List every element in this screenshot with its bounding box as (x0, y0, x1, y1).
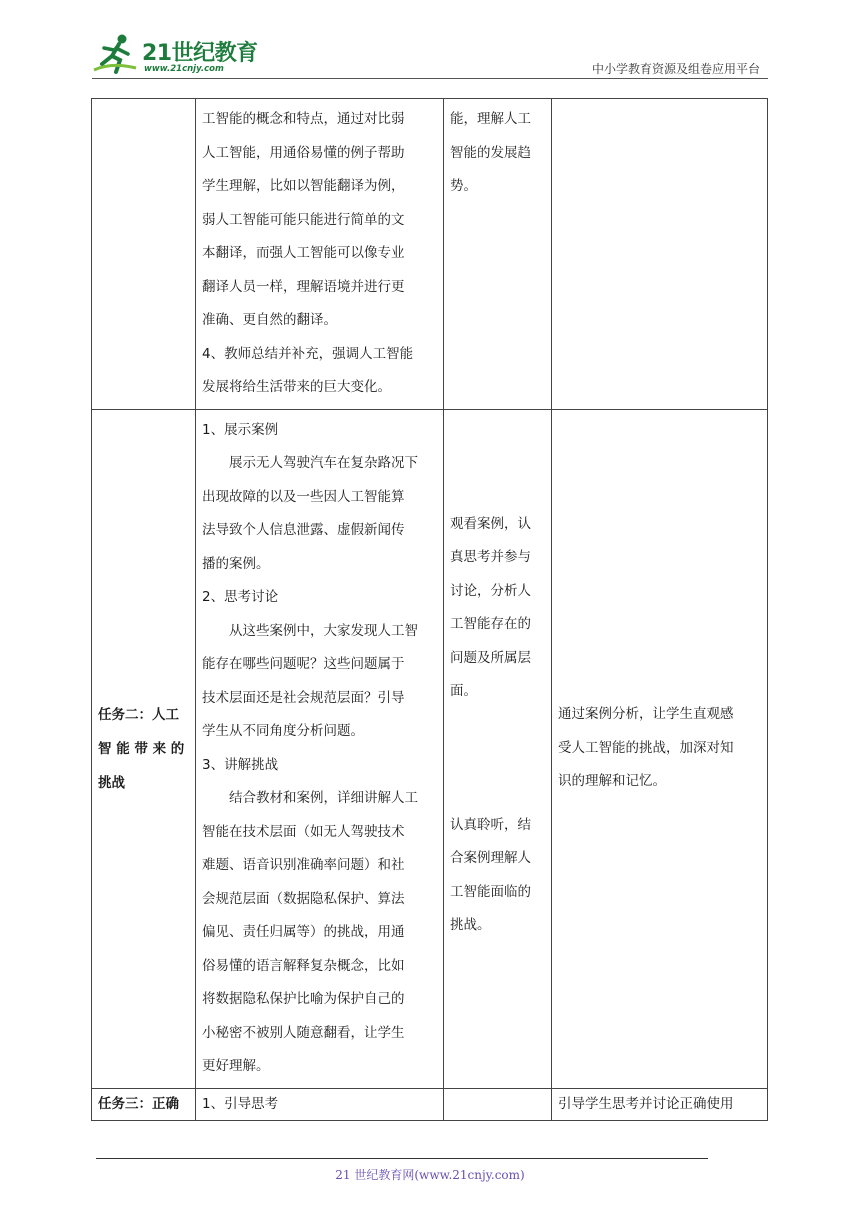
text-line: 弱人工智能可能只能进行简单的文 (202, 211, 405, 228)
text-line: 展示无人驾驶汽车在复杂路况下 (229, 455, 418, 471)
footer-link[interactable]: 21 世纪教育网(www.21cnjy.com) (335, 1168, 525, 1182)
table-row (92, 409, 768, 1088)
text-line: 4、教师总结并补充，强调人工智能 (202, 345, 414, 362)
text-line: 从这些案例中，大家发现人工智 (229, 622, 418, 639)
text-line: 技术层面还是社会规范层面？引导 (202, 689, 405, 706)
text-line: 俗易懂的语言解释复杂概念，比如 (202, 957, 405, 974)
text-line: 能，理解人工 (450, 111, 531, 127)
text-line: 合案例理解人 (450, 850, 531, 866)
text-line: 势。 (450, 178, 477, 194)
text-line: 讨论，分析人 (450, 582, 531, 599)
text-line: 受人工智能的挑战，加深对知 (558, 739, 734, 756)
text-line: 通过案例分析，让学生直观感 (558, 706, 734, 723)
lesson-plan-table (91, 98, 768, 1121)
text-line: 1、引导思考 (202, 1095, 279, 1112)
text-line: 将数据隐私保护比喻为保护自己的 (202, 991, 405, 1007)
header-divider (92, 78, 768, 79)
text-line: 学生从不同角度分析问题。 (202, 723, 364, 739)
task-title-line: 挑战 (98, 774, 125, 791)
spacer (450, 709, 545, 809)
text-line: 识的理解和记忆。 (558, 773, 666, 790)
text-line: 翻译人员一样，理解语境并进行更 (202, 278, 405, 295)
text-line: 发展将给生活带来的巨大变化。 (202, 379, 391, 395)
text-line: 准确、更自然的翻译。 (202, 312, 337, 328)
text-line: 学生理解，比如以智能翻译为例， (202, 178, 405, 194)
footer-divider (96, 1158, 708, 1159)
text-line: 认真聆听，结 (450, 816, 531, 833)
text-line: 智能的发展趋 (450, 144, 531, 161)
text-line: 1、展示案例 (202, 421, 279, 438)
text-line: 偏见、责任归属等）的挑战，用通 (202, 924, 405, 940)
page-header (92, 28, 768, 80)
task-title-line: 任务三：正确 (98, 1095, 179, 1112)
student-activity-cell (444, 99, 552, 410)
text-line: 引导学生思考并讨论正确使用 (558, 1095, 734, 1112)
task-cell (92, 409, 196, 1088)
table-row (92, 99, 768, 410)
teacher-activity-cell (196, 409, 444, 1088)
student-activity-cell (444, 1088, 552, 1120)
text-line: 小秘密不被别人随意翻看，让学生 (202, 1024, 405, 1041)
text-line: 更好理解。 (202, 1058, 270, 1074)
text-line: 观看案例，认 (450, 515, 531, 532)
text-line: 问题及所属层 (450, 649, 531, 666)
text-line: 工智能面临的 (450, 883, 531, 900)
text-line: 智能在技术层面（如无人驾驶技术 (202, 823, 405, 840)
text-line: 难题、语音识别准确率问题）和社 (202, 857, 405, 873)
design-intent-cell (552, 409, 768, 1088)
text-line: 能存在哪些问题呢？这些问题属于 (202, 656, 405, 672)
design-intent-cell (552, 99, 768, 410)
text-line: 2、思考讨论 (202, 589, 279, 605)
text-line: 人工智能，用通俗易懂的例子帮助 (202, 144, 405, 161)
task-cell (92, 1088, 196, 1120)
runner-icon (92, 32, 140, 76)
text-line: 工智能存在的 (450, 616, 531, 632)
text-line: 出现故障的以及一些因人工智能算 (202, 488, 405, 505)
design-intent-cell (552, 1088, 768, 1120)
text-line: 播的案例。 (202, 555, 270, 572)
logo-wordmark: 21世纪教育 (142, 41, 258, 66)
text-line: 面。 (450, 683, 477, 699)
teacher-activity-cell (196, 99, 444, 410)
site-logo (92, 32, 272, 76)
student-activity-cell (444, 409, 552, 1088)
text-line: 会规范层面（数据隐私保护、算法 (202, 890, 405, 907)
table-row (92, 1088, 768, 1120)
logo-url: www.21cnjy.com (144, 64, 224, 74)
platform-title: 中小学教育资源及组卷应用平台 (591, 62, 760, 76)
text-line: 工智能的概念和特点，通过对比弱 (202, 111, 405, 127)
text-line: 法导致个人信息泄露、虚假新闻传 (202, 522, 405, 538)
task-title-line: 智 能 带 来 的 (98, 740, 185, 757)
task-title-line: 任务二：人工 (98, 706, 179, 723)
text-line: 挑战。 (450, 917, 491, 933)
text-line: 3、讲解挑战 (202, 756, 279, 773)
task-cell (92, 99, 196, 410)
teacher-activity-cell (196, 1088, 444, 1120)
text-line: 真思考并参与 (450, 549, 531, 565)
text-line: 结合教材和案例，详细讲解人工 (229, 790, 418, 806)
text-line: 本翻译，而强人工智能可以像专业 (202, 245, 405, 261)
